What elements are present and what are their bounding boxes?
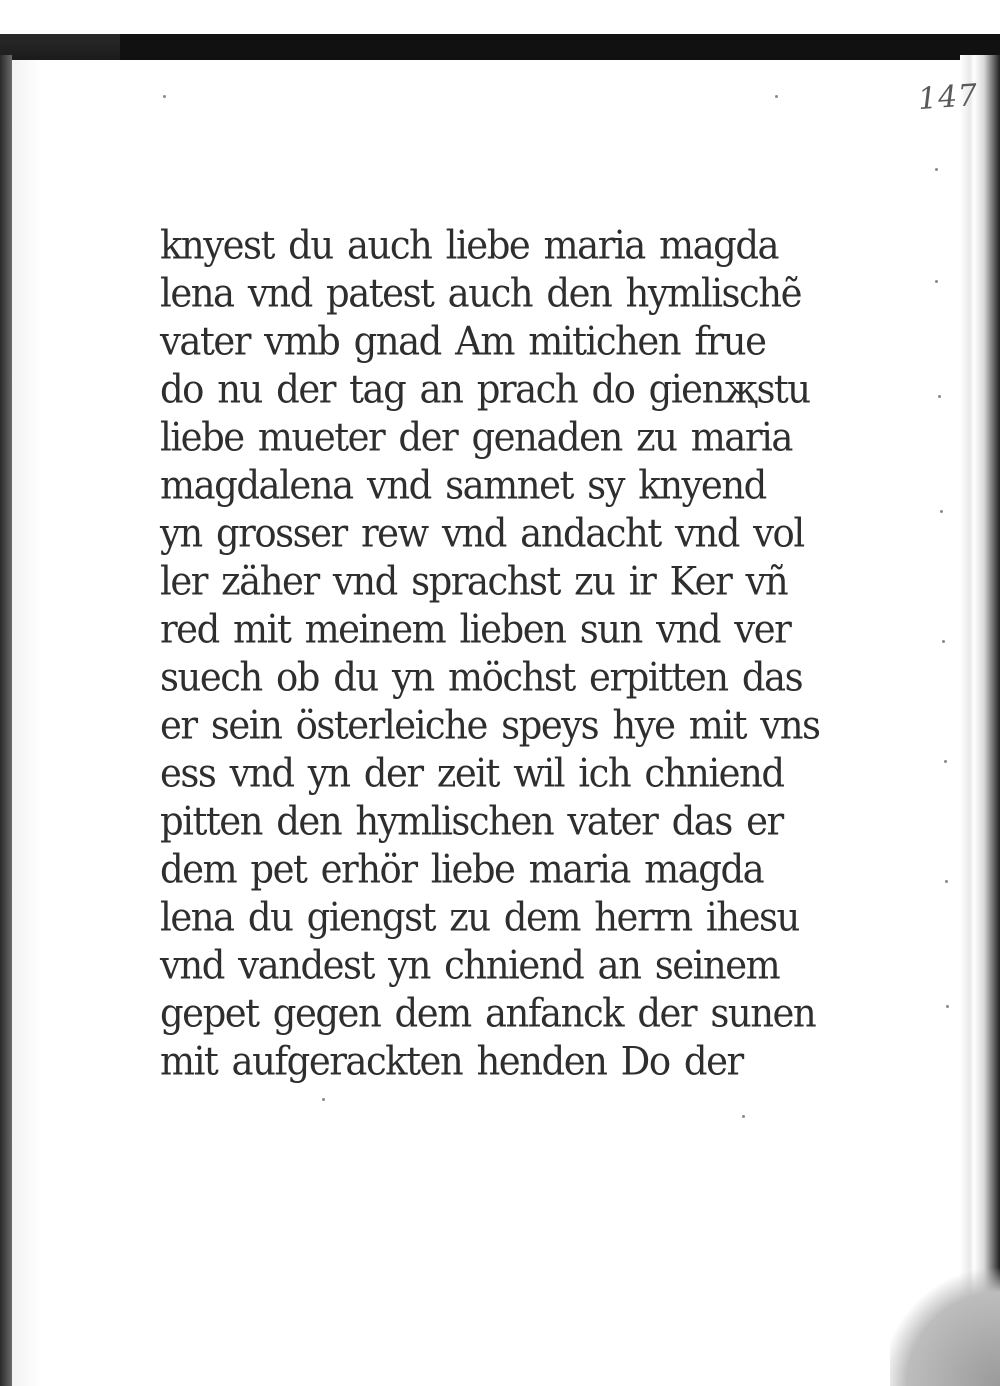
pricking-dot [940, 510, 943, 513]
text-line: mit aufgerackten henden Do der [160, 1038, 743, 1085]
text-line: gepet gegen dem anfanck der sunen [160, 990, 816, 1037]
text-line: knyest du auch liebe maria magda [160, 222, 779, 269]
page-gutter-right [960, 55, 1000, 1386]
pricking-dot [742, 1115, 745, 1118]
pricking-dot [942, 640, 945, 643]
text-line: er sein österleiche speys hye mit vns [160, 702, 820, 749]
text-line: lena vnd patest auch den hymlischẽ [160, 270, 801, 317]
binding-left-edge [0, 55, 12, 1386]
text-line: liebe mueter der genaden zu maria [160, 414, 792, 461]
text-line: magdalena vnd samnet sy knyend [160, 462, 766, 509]
text-line: do nu der tag an prach do gienҗstu [160, 366, 810, 413]
text-line: vater vmb gnad Am mitichen frue [160, 318, 766, 365]
pricking-dot [944, 760, 947, 763]
pricking-dot [322, 1098, 325, 1101]
text-line: suech ob du yn möchst erpitten das [160, 654, 803, 701]
pricking-dot [935, 168, 938, 171]
text-line: pitten den hymlischen vater das er [160, 798, 783, 845]
pricking-dot [945, 880, 948, 883]
text-line: vnd vandest yn chniend an seinem [160, 942, 780, 989]
text-line: dem pet erhör liebe maria magda [160, 846, 764, 893]
text-line: ess vnd yn der zeit wil ich chniend [160, 750, 784, 797]
pricking-dot [938, 395, 941, 398]
text-line: yn grosser rew vnd andacht vnd vol [160, 510, 804, 557]
pricking-dot [935, 280, 938, 283]
binding-top-edge [0, 0, 1000, 62]
text-line: red mit meinem lieben sun vnd ver [160, 606, 791, 653]
text-line: lena du giengst zu dem herrn ihesu [160, 894, 799, 941]
folio-number: 147 [916, 77, 980, 118]
text-line: ler zäher vnd sprachst zu ir Ker vñ [160, 558, 788, 605]
manuscript-text [160, 222, 820, 1086]
pricking-dot [775, 95, 778, 98]
page-corner-shadow [890, 1256, 1000, 1386]
pricking-dot [163, 95, 166, 98]
pricking-dot [946, 1005, 949, 1008]
